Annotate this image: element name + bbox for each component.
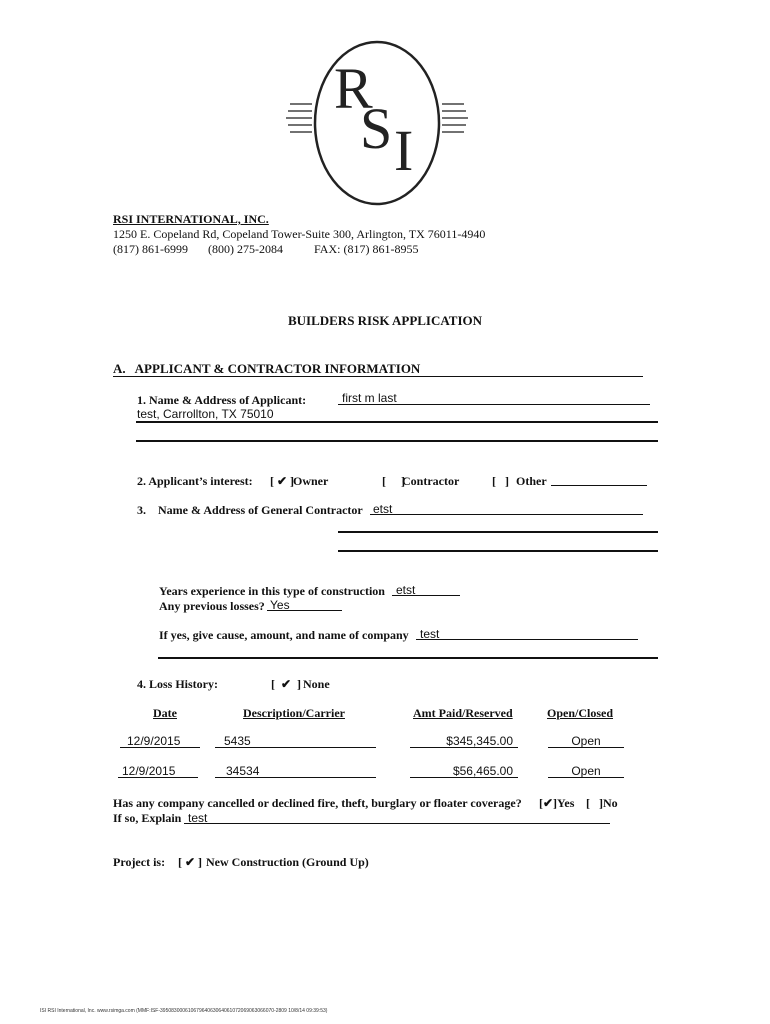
company-name: RSI INTERNATIONAL, INC. [113,212,269,226]
applicant-address-line [136,421,658,423]
loss-row-status-line [548,777,624,778]
q1-label: 1. Name & Address of Applicant: [137,393,307,407]
loss-row-description-line [215,777,376,778]
project-label: Project is: [113,855,166,869]
section-a-heading: A. APPLICANT & CONTRACTOR INFORMATION [113,361,421,376]
years-experience-label: Years experience in this type of construction [159,584,385,598]
loss-row-amount[interactable]: $56,465.00 [452,764,513,778]
rsi-logo [282,38,472,208]
previous-losses-label: Any previous losses? [159,599,265,613]
loss-row-date[interactable]: 12/9/2015 [127,734,181,748]
loss-none-label: None [303,677,330,691]
loss-row-date-line [120,747,200,748]
applicant-name-value[interactable]: first m last [342,391,397,405]
loss-row-description[interactable]: 34534 [226,764,260,778]
project-checkbox[interactable]: [ ✔ ] [178,855,203,869]
loss-row-date-line [118,777,198,778]
loss-header-amount: Amt Paid/Reserved [413,706,513,720]
svg-text:R: R [334,56,373,121]
loss-row-amount-line [410,777,518,778]
company-phone-1: (817) 861-6999 [113,242,188,256]
loss-header-date: Date [153,706,177,720]
applicant-name-line [338,404,650,405]
cancelled-no-checkbox[interactable]: [ ]No [586,796,618,810]
loss-header-description: Description/Carrier [243,706,345,720]
if-yes-line-2 [158,657,658,659]
applicant-address-value[interactable]: test, Carrollton, TX 75010 [137,407,274,421]
explain-line [184,823,610,824]
if-yes-value[interactable]: test [420,627,440,641]
loss-none-checkbox[interactable]: [ ✔ ] [271,677,302,691]
company-address: 1250 E. Copeland Rd, Copeland Tower-Suite 300, Arlington, TX 76011-4940 [113,227,486,241]
cancelled-question: Has any company cancelled or declined fire, theft, burglary or floater coverage? [113,796,522,810]
company-fax: FAX: (817) 861-8955 [314,242,419,256]
years-experience-value[interactable]: etst [396,583,416,597]
rsi-logo-mark [282,38,472,208]
owner-label: Owner [293,474,329,488]
other-label: Other [516,474,547,488]
q2-label: 2. Applicant’s interest: [137,474,253,488]
loss-row-amount[interactable]: $345,345.00 [446,734,513,748]
svg-text:I: I [394,118,414,183]
other-checkbox[interactable]: [ ] [492,474,509,488]
explain-label: If so, Explain [113,811,182,825]
loss-row-description[interactable]: 5435 [224,734,251,748]
if-yes-line [416,639,638,640]
general-contractor-line-3 [338,550,658,552]
loss-row-status[interactable]: Open [571,764,601,778]
q4-label: 4. Loss History: [137,677,218,691]
contractor-label: Contractor [402,474,460,488]
footer-text: ISI RSI International, Inc. www.rsimga.com (MMF:ISF-39508300061067964063064061072069063066070-2809 10/8/14 09:39:53) [40,1008,328,1014]
loss-row-amount-line [410,747,518,748]
years-experience-line [392,595,460,596]
svg-text:S: S [360,96,393,161]
section-a-underline [113,376,643,377]
if-yes-label: If yes, give cause, amount, and name of company [159,628,409,642]
previous-losses-value[interactable]: Yes [270,598,290,612]
form-title: BUILDERS RISK APPLICATION [287,313,483,328]
general-contractor-value[interactable]: etst [373,502,393,516]
loss-header-status: Open/Closed [547,706,614,720]
loss-row-description-line [215,747,376,748]
contractor-checkbox[interactable]: [ ] [382,474,405,488]
explain-value[interactable]: test [188,811,208,825]
cancelled-yes-checkbox[interactable]: [✔]Yes [539,796,575,810]
loss-row-status-line [548,747,624,748]
loss-row-date[interactable]: 12/9/2015 [122,764,176,778]
other-line [551,485,647,486]
owner-checkbox[interactable]: [ ✔ ] [270,474,295,488]
loss-row-status[interactable]: Open [571,734,601,748]
company-phone-2: (800) 275-2084 [208,242,283,256]
previous-losses-line [267,610,342,611]
general-contractor-line [370,514,643,515]
q3-label: 3. Name & Address of General Contractor [137,503,363,517]
general-contractor-line-2 [338,531,658,533]
applicant-address-line-2 [136,440,658,442]
project-value: New Construction (Ground Up) [206,855,369,869]
